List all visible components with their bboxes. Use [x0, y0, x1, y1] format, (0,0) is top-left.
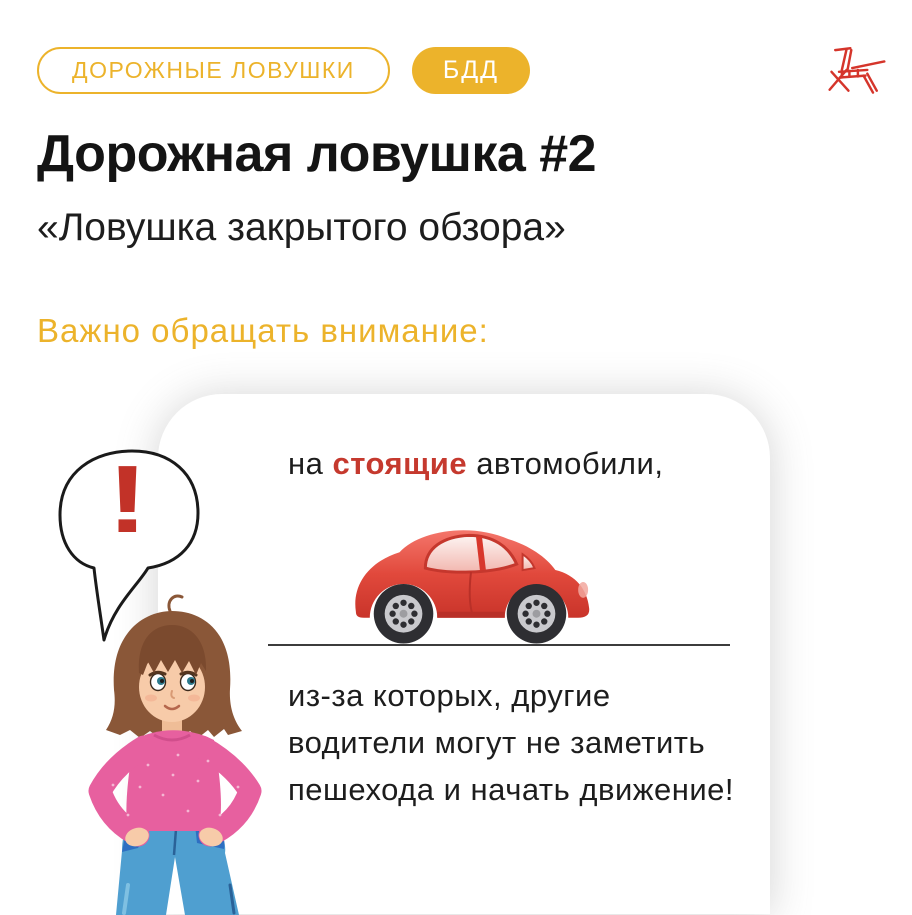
lead-suffix: автомобили,	[467, 446, 664, 481]
page-subtitle: «Ловушка закрытого обзора»	[37, 206, 566, 249]
lead-highlight: стоящие	[332, 446, 468, 481]
badge-bdd-label: БДД	[442, 56, 500, 84]
front-wheel-icon	[507, 584, 567, 644]
paragraph-line: из-за которых, другие	[288, 678, 611, 713]
paragraph-line: пешехода и начать движение!	[288, 772, 735, 807]
brand-logo-icon	[818, 36, 894, 102]
badge-road-traps-label: ДОРОЖНЫЕ ЛОВУШКИ	[72, 57, 355, 83]
road-line	[268, 644, 730, 646]
red-car-icon	[342, 512, 600, 644]
lead-prefix: на	[288, 446, 333, 481]
badge-road-traps	[37, 47, 390, 94]
girl-character-illustration	[58, 585, 308, 915]
badge-row	[37, 47, 530, 94]
exclamation-mark: !	[106, 446, 149, 553]
body-paragraph	[288, 672, 734, 813]
badge-bdd	[412, 47, 530, 94]
lead-text	[288, 446, 663, 482]
rear-wheel-icon	[374, 584, 434, 644]
page-title: Дорожная ловушка #2	[37, 125, 597, 183]
attention-label: Важно обращать внимание:	[37, 312, 489, 349]
paragraph-line: водители могут не заметить	[288, 725, 706, 760]
